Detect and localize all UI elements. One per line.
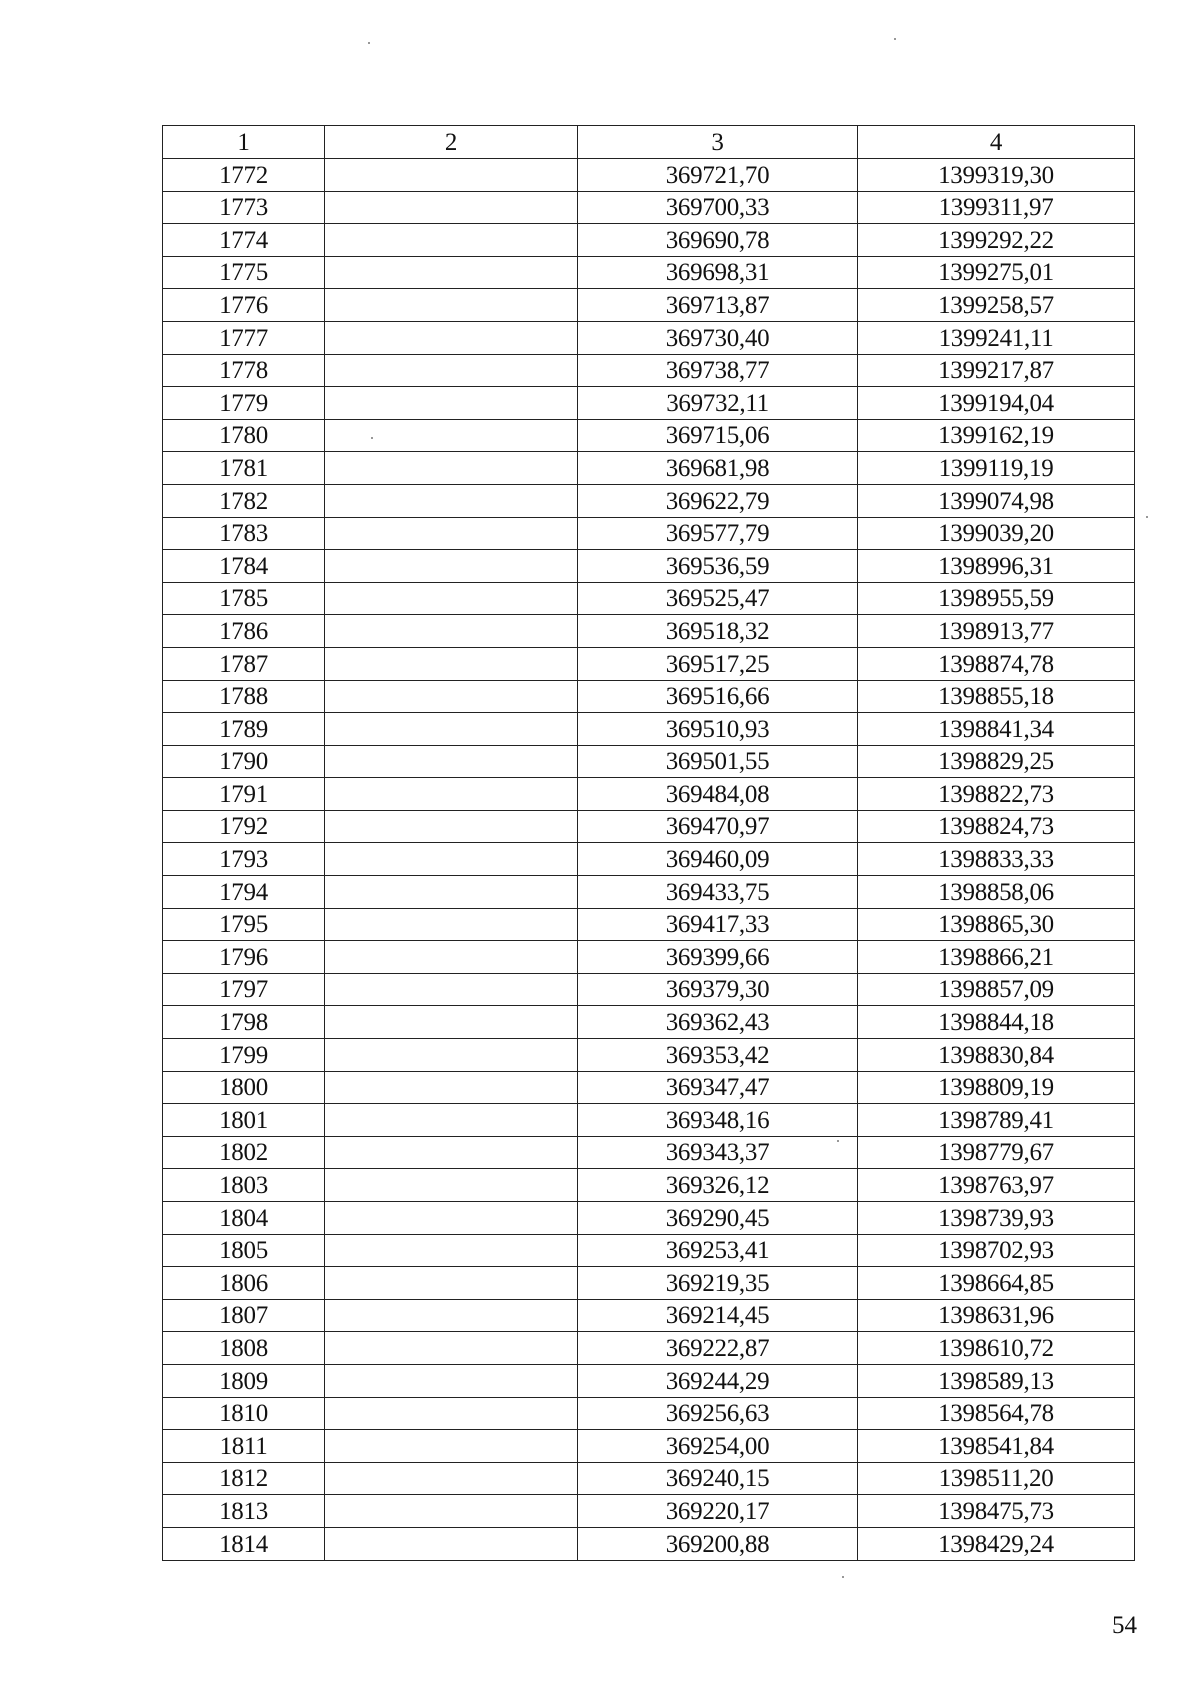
page-number: 54: [1112, 1612, 1137, 1639]
point-number-cell: 1779: [163, 387, 325, 420]
table-row: [163, 1006, 1135, 1039]
table-row: [163, 289, 1135, 322]
x-coordinate-cell: 369715,06: [578, 419, 858, 452]
x-coordinate-cell: 369518,32: [578, 615, 858, 648]
description-cell: [325, 745, 578, 778]
y-coordinate-cell: 1399292,22: [858, 224, 1135, 257]
x-coordinate-cell: 369348,16: [578, 1104, 858, 1137]
table-row: [163, 778, 1135, 811]
x-coordinate-cell: 369200,88: [578, 1527, 858, 1560]
x-coordinate-cell: 369536,59: [578, 550, 858, 583]
point-number-cell: 1799: [163, 1039, 325, 1072]
table-row: [163, 973, 1135, 1006]
description-cell: [325, 876, 578, 909]
table-row: [163, 908, 1135, 941]
y-coordinate-cell: 1398779,67: [858, 1136, 1135, 1169]
point-number-cell: 1804: [163, 1202, 325, 1235]
table-row: [163, 387, 1135, 420]
column-header-1: 1: [163, 126, 325, 159]
y-coordinate-cell: 1399119,19: [858, 452, 1135, 485]
x-coordinate-cell: 369525,47: [578, 582, 858, 615]
x-coordinate-cell: 369326,12: [578, 1169, 858, 1202]
y-coordinate-cell: 1398789,41: [858, 1104, 1135, 1137]
x-coordinate-cell: 369362,43: [578, 1006, 858, 1039]
y-coordinate-cell: 1398833,33: [858, 843, 1135, 876]
table-row: [163, 876, 1135, 909]
table-row: [163, 1332, 1135, 1365]
y-coordinate-cell: 1398996,31: [858, 550, 1135, 583]
point-number-cell: 1798: [163, 1006, 325, 1039]
description-cell: [325, 321, 578, 354]
description-cell: [325, 1462, 578, 1495]
y-coordinate-cell: 1399258,57: [858, 289, 1135, 322]
y-coordinate-cell: 1398822,73: [858, 778, 1135, 811]
x-coordinate-cell: 369516,66: [578, 680, 858, 713]
x-coordinate-cell: 369214,45: [578, 1299, 858, 1332]
table-row: [163, 680, 1135, 713]
x-coordinate-cell: 369290,45: [578, 1202, 858, 1235]
description-cell: [325, 1299, 578, 1332]
point-number-cell: 1797: [163, 973, 325, 1006]
table-row: [163, 713, 1135, 746]
table-row: [163, 419, 1135, 452]
description-cell: [325, 1527, 578, 1560]
point-number-cell: 1775: [163, 256, 325, 289]
y-coordinate-cell: 1398955,59: [858, 582, 1135, 615]
y-coordinate-cell: 1398913,77: [858, 615, 1135, 648]
point-number-cell: 1806: [163, 1267, 325, 1300]
description-cell: [325, 843, 578, 876]
y-coordinate-cell: 1398702,93: [858, 1234, 1135, 1267]
table-row: [163, 1527, 1135, 1560]
point-number-cell: 1781: [163, 452, 325, 485]
x-coordinate-cell: 369690,78: [578, 224, 858, 257]
description-cell: [325, 550, 578, 583]
table-row: [163, 1104, 1135, 1137]
x-coordinate-cell: 369460,09: [578, 843, 858, 876]
x-coordinate-cell: 369240,15: [578, 1462, 858, 1495]
table-row: [163, 1397, 1135, 1430]
table-row: [163, 647, 1135, 680]
x-coordinate-cell: 369353,42: [578, 1039, 858, 1072]
y-coordinate-cell: 1398874,78: [858, 647, 1135, 680]
point-number-cell: 1776: [163, 289, 325, 322]
description-cell: [325, 191, 578, 224]
table-row: [163, 517, 1135, 550]
table-row: [163, 1495, 1135, 1528]
point-number-cell: 1801: [163, 1104, 325, 1137]
point-number-cell: 1809: [163, 1364, 325, 1397]
x-coordinate-cell: 369222,87: [578, 1332, 858, 1365]
description-cell: [325, 941, 578, 974]
table-row: [163, 256, 1135, 289]
table-row: [163, 484, 1135, 517]
point-number-cell: 1800: [163, 1071, 325, 1104]
table-row: [163, 1299, 1135, 1332]
y-coordinate-cell: 1399039,20: [858, 517, 1135, 550]
description-cell: [325, 256, 578, 289]
point-number-cell: 1791: [163, 778, 325, 811]
table-row: [163, 615, 1135, 648]
scan-speck: [371, 437, 373, 439]
point-number-cell: 1807: [163, 1299, 325, 1332]
description-cell: [325, 582, 578, 615]
scan-speck: [842, 1576, 844, 1578]
y-coordinate-cell: 1398866,21: [858, 941, 1135, 974]
column-header-3: 3: [578, 126, 858, 159]
table-row: [163, 1136, 1135, 1169]
x-coordinate-cell: 369256,63: [578, 1397, 858, 1430]
point-number-cell: 1784: [163, 550, 325, 583]
point-number-cell: 1794: [163, 876, 325, 909]
description-cell: [325, 1136, 578, 1169]
table-row: [163, 321, 1135, 354]
y-coordinate-cell: 1398564,78: [858, 1397, 1135, 1430]
x-coordinate-cell: 369219,35: [578, 1267, 858, 1300]
description-cell: [325, 1006, 578, 1039]
y-coordinate-cell: 1398429,24: [858, 1527, 1135, 1560]
y-coordinate-cell: 1398763,97: [858, 1169, 1135, 1202]
y-coordinate-cell: 1399217,87: [858, 354, 1135, 387]
y-coordinate-cell: 1398830,84: [858, 1039, 1135, 1072]
description-cell: [325, 1495, 578, 1528]
table-row: [163, 941, 1135, 974]
description-cell: [325, 908, 578, 941]
point-number-cell: 1805: [163, 1234, 325, 1267]
y-coordinate-cell: 1399194,04: [858, 387, 1135, 420]
point-number-cell: 1793: [163, 843, 325, 876]
x-coordinate-cell: 369738,77: [578, 354, 858, 387]
x-coordinate-cell: 369681,98: [578, 452, 858, 485]
x-coordinate-cell: 369417,33: [578, 908, 858, 941]
description-cell: [325, 1039, 578, 1072]
point-number-cell: 1778: [163, 354, 325, 387]
x-coordinate-cell: 369622,79: [578, 484, 858, 517]
table-row: [163, 582, 1135, 615]
description-cell: [325, 1267, 578, 1300]
point-number-cell: 1808: [163, 1332, 325, 1365]
table-row: [163, 1169, 1135, 1202]
table-row: [163, 354, 1135, 387]
table-row: [163, 1364, 1135, 1397]
point-number-cell: 1777: [163, 321, 325, 354]
description-cell: [325, 387, 578, 420]
table-row: [163, 745, 1135, 778]
y-coordinate-cell: 1398841,34: [858, 713, 1135, 746]
y-coordinate-cell: 1398844,18: [858, 1006, 1135, 1039]
y-coordinate-cell: 1398858,06: [858, 876, 1135, 909]
coordinates-table: [162, 125, 1135, 1561]
description-cell: [325, 1169, 578, 1202]
y-coordinate-cell: 1398857,09: [858, 973, 1135, 1006]
description-cell: [325, 419, 578, 452]
x-coordinate-cell: 369501,55: [578, 745, 858, 778]
y-coordinate-cell: 1399275,01: [858, 256, 1135, 289]
description-cell: [325, 647, 578, 680]
point-number-cell: 1782: [163, 484, 325, 517]
y-coordinate-cell: 1399311,97: [858, 191, 1135, 224]
point-number-cell: 1790: [163, 745, 325, 778]
table-row: [163, 159, 1135, 192]
table-row: [163, 452, 1135, 485]
x-coordinate-cell: 369484,08: [578, 778, 858, 811]
column-header-2: 2: [325, 126, 578, 159]
description-cell: [325, 1071, 578, 1104]
x-coordinate-cell: 369220,17: [578, 1495, 858, 1528]
y-coordinate-cell: 1398855,18: [858, 680, 1135, 713]
point-number-cell: 1802: [163, 1136, 325, 1169]
table-row: [163, 1039, 1135, 1072]
scan-speck: [1146, 516, 1148, 518]
y-coordinate-cell: 1399162,19: [858, 419, 1135, 452]
description-cell: [325, 452, 578, 485]
header-row: [163, 126, 1135, 159]
table-row: [163, 1071, 1135, 1104]
table-row: [163, 810, 1135, 843]
point-number-cell: 1783: [163, 517, 325, 550]
y-coordinate-cell: 1398589,13: [858, 1364, 1135, 1397]
scan-speck: [368, 42, 370, 44]
table-row: [163, 1430, 1135, 1463]
table-row: [163, 550, 1135, 583]
y-coordinate-cell: 1398824,73: [858, 810, 1135, 843]
point-number-cell: 1803: [163, 1169, 325, 1202]
table-row: [163, 1267, 1135, 1300]
description-cell: [325, 810, 578, 843]
x-coordinate-cell: 369698,31: [578, 256, 858, 289]
x-coordinate-cell: 369399,66: [578, 941, 858, 974]
table-row: [163, 191, 1135, 224]
table-row: [163, 1202, 1135, 1235]
point-number-cell: 1787: [163, 647, 325, 680]
column-header-4: 4: [858, 126, 1135, 159]
y-coordinate-cell: 1398631,96: [858, 1299, 1135, 1332]
description-cell: [325, 159, 578, 192]
y-coordinate-cell: 1399241,11: [858, 321, 1135, 354]
point-number-cell: 1810: [163, 1397, 325, 1430]
x-coordinate-cell: 369470,97: [578, 810, 858, 843]
description-cell: [325, 354, 578, 387]
y-coordinate-cell: 1398829,25: [858, 745, 1135, 778]
table-header: [163, 126, 1135, 159]
y-coordinate-cell: 1398475,73: [858, 1495, 1135, 1528]
x-coordinate-cell: 369721,70: [578, 159, 858, 192]
scan-speck: [894, 38, 896, 40]
description-cell: [325, 1397, 578, 1430]
x-coordinate-cell: 369343,37: [578, 1136, 858, 1169]
y-coordinate-cell: 1398739,93: [858, 1202, 1135, 1235]
description-cell: [325, 1364, 578, 1397]
point-number-cell: 1788: [163, 680, 325, 713]
x-coordinate-cell: 369244,29: [578, 1364, 858, 1397]
point-number-cell: 1811: [163, 1430, 325, 1463]
table-row: [163, 224, 1135, 257]
point-number-cell: 1774: [163, 224, 325, 257]
point-number-cell: 1786: [163, 615, 325, 648]
y-coordinate-cell: 1399319,30: [858, 159, 1135, 192]
description-cell: [325, 713, 578, 746]
point-number-cell: 1773: [163, 191, 325, 224]
description-cell: [325, 778, 578, 811]
x-coordinate-cell: 369254,00: [578, 1430, 858, 1463]
x-coordinate-cell: 369732,11: [578, 387, 858, 420]
description-cell: [325, 224, 578, 257]
point-number-cell: 1795: [163, 908, 325, 941]
x-coordinate-cell: 369510,93: [578, 713, 858, 746]
description-cell: [325, 680, 578, 713]
point-number-cell: 1792: [163, 810, 325, 843]
y-coordinate-cell: 1398610,72: [858, 1332, 1135, 1365]
description-cell: [325, 1430, 578, 1463]
point-number-cell: 1813: [163, 1495, 325, 1528]
point-number-cell: 1780: [163, 419, 325, 452]
description-cell: [325, 1104, 578, 1137]
y-coordinate-cell: 1398664,85: [858, 1267, 1135, 1300]
description-cell: [325, 484, 578, 517]
point-number-cell: 1785: [163, 582, 325, 615]
point-number-cell: 1814: [163, 1527, 325, 1560]
x-coordinate-cell: 369253,41: [578, 1234, 858, 1267]
point-number-cell: 1789: [163, 713, 325, 746]
description-cell: [325, 289, 578, 322]
y-coordinate-cell: 1398865,30: [858, 908, 1135, 941]
y-coordinate-cell: 1398809,19: [858, 1071, 1135, 1104]
x-coordinate-cell: 369730,40: [578, 321, 858, 354]
y-coordinate-cell: 1399074,98: [858, 484, 1135, 517]
point-number-cell: 1772: [163, 159, 325, 192]
table-body: [163, 159, 1135, 1561]
description-cell: [325, 517, 578, 550]
x-coordinate-cell: 369700,33: [578, 191, 858, 224]
scan-speck: [837, 1140, 839, 1142]
y-coordinate-cell: 1398511,20: [858, 1462, 1135, 1495]
description-cell: [325, 1234, 578, 1267]
table-row: [163, 1234, 1135, 1267]
description-cell: [325, 973, 578, 1006]
x-coordinate-cell: 369713,87: [578, 289, 858, 322]
x-coordinate-cell: 369379,30: [578, 973, 858, 1006]
x-coordinate-cell: 369347,47: [578, 1071, 858, 1104]
y-coordinate-cell: 1398541,84: [858, 1430, 1135, 1463]
description-cell: [325, 615, 578, 648]
x-coordinate-cell: 369577,79: [578, 517, 858, 550]
x-coordinate-cell: 369517,25: [578, 647, 858, 680]
point-number-cell: 1796: [163, 941, 325, 974]
table-row: [163, 1462, 1135, 1495]
point-number-cell: 1812: [163, 1462, 325, 1495]
table-row: [163, 843, 1135, 876]
description-cell: [325, 1332, 578, 1365]
description-cell: [325, 1202, 578, 1235]
x-coordinate-cell: 369433,75: [578, 876, 858, 909]
